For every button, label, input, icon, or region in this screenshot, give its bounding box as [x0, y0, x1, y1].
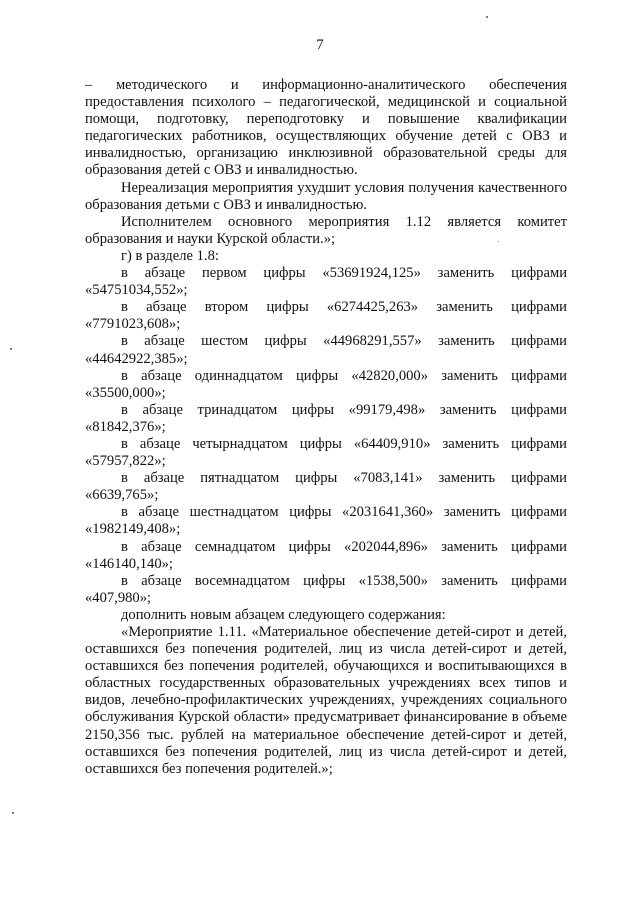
paragraph-executor: Исполнителем основного мероприятия 1.12 является комитет образования и науки Курской области.»;	[85, 213, 567, 247]
paragraph-add-new: дополнить новым абзацем следующего содержания:	[121, 606, 446, 623]
amendment-item: в абзаце первом цифры «53691924,125» заменить цифрами «54751034,552»;	[85, 265, 567, 299]
scan-speck	[10, 348, 12, 350]
amendment-item: в абзаце шестнадцатом цифры «2031641,360» заменить цифрами «1982149,408»;	[85, 504, 567, 538]
paragraph-measure-1-11: «Мероприятие 1.11. «Материальное обеспечение детей-сирот и детей, оставшихся без попечения родителей, лиц из числа детей-сирот и детей, оставшихся без попечения родителей, обучающихся и воспитывающихся в областных государственных образовательных учреждениях всех типов и видов, лечебно-профилактических учреждениях, учреждениях социального обслуживания Курской области» предусматривает финансирование в объеме 2150,356 тыс. рублей на материальное обеспечение детей-сирот и детей, оставшихся без попечения родителей, лиц из числа детей-сирот и детей, оставшихся без попечения родителей.»;	[85, 624, 567, 777]
amendment-item: в абзаце семнадцатом цифры «202044,896» заменить цифрами «146140,140»;	[85, 538, 567, 572]
paragraph-section-heading: г) в разделе 1.8:	[121, 247, 219, 264]
document-body	[85, 77, 567, 778]
page-number: 7	[316, 37, 324, 53]
amendment-item: в абзаце втором цифры «6274425,263» заменить цифрами «7791023,608»;	[85, 299, 567, 333]
amendment-item: в абзаце тринадцатом цифры «99179,498» заменить цифрами «81842,376»;	[85, 401, 567, 435]
amendment-item: в абзаце четырнадцатом цифры «64409,910» заменить цифрами «57957,822»;	[85, 435, 567, 470]
scan-speck	[486, 16, 488, 18]
amendment-item: в абзаце одиннадцатом цифры «42820,000» заменить цифрами «35500,000»;	[85, 367, 567, 401]
scan-speck	[12, 812, 14, 814]
paragraph-non-implementation: Нереализация мероприятия ухудшит условия получения качественного образования детьми с ОВЗ и инвалидностью.	[85, 179, 567, 213]
amendment-item: в абзаце шестом цифры «44968291,557» заменить цифрами «44642922,385»;	[85, 333, 567, 367]
amendment-item: в абзаце пятнадцатом цифры «7083,141» заменить цифрами «6639,765»;	[85, 470, 567, 504]
scan-speck	[498, 241, 499, 242]
amendment-item: в абзаце восемнадцатом цифры «1538,500» заменить цифрами «407,980»;	[85, 572, 567, 606]
paragraph-methodical-support: – методического и информационно-аналитического обеспечения предоставления психолого – педагогической, медицинской и социальной помощи, подготовку, переподготовку и повышение квалификации педагогических работников, осуществляющих обучение детей с ОВЗ и инвалидностью, организацию инклюзивной образовательной среды для образования детей с ОВЗ и инвалидностью.	[85, 77, 567, 179]
